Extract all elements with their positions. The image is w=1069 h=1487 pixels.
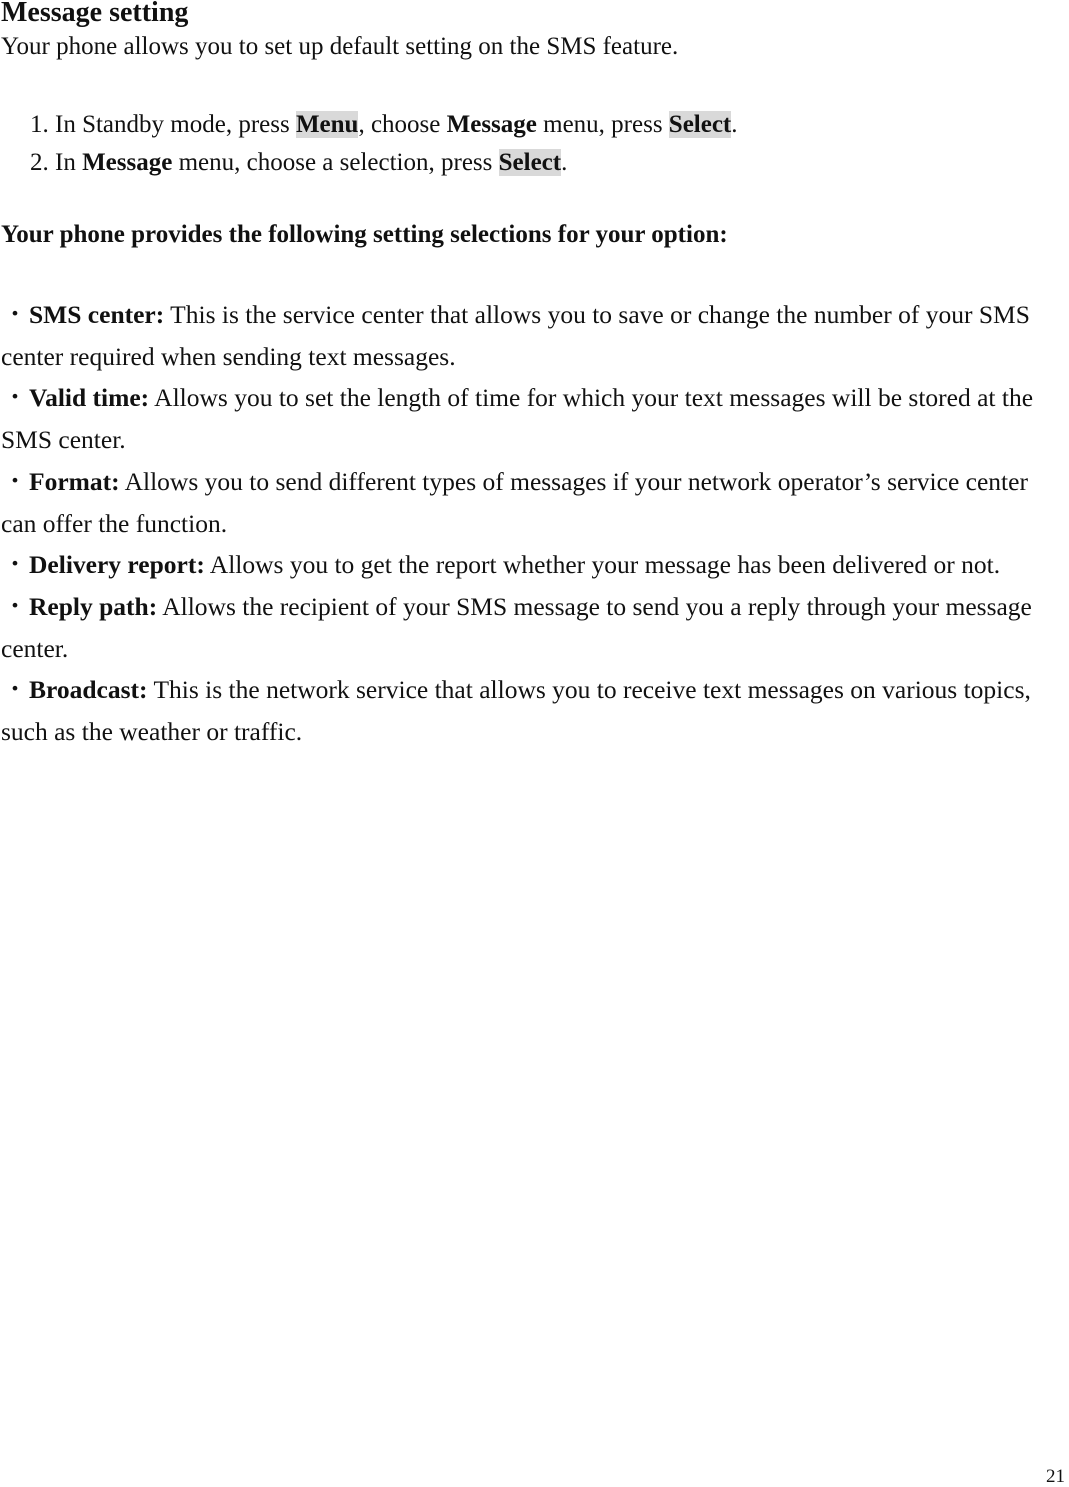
page-number: 21 <box>1046 1466 1065 1487</box>
step-text: . <box>731 111 738 138</box>
select-key-label: Select <box>668 111 732 138</box>
option-item <box>1 544 1069 586</box>
option-item <box>1 461 1069 544</box>
bullet-icon: ・ <box>2 466 28 496</box>
option-description: Allows you to set the length of time for which your text messages will be stored at the SMS center. <box>1 383 1034 455</box>
page-title: Message setting <box>1 0 189 28</box>
option-item <box>1 294 1069 377</box>
option-term: Broadcast: <box>29 675 148 705</box>
message-menu-label: Message <box>82 149 173 176</box>
bullet-icon: ・ <box>2 591 28 621</box>
steps-list <box>30 106 738 182</box>
option-item <box>1 669 1069 752</box>
menu-key-label: Menu <box>295 111 359 138</box>
options-list <box>1 294 1069 753</box>
select-key-label: Select <box>498 149 562 176</box>
intro-text: Your phone allows you to set up default setting on the SMS feature. <box>1 33 679 60</box>
option-description: Allows you to send different types of messages if your network operator’s service center can offer the function. <box>1 466 1028 538</box>
bullet-icon: ・ <box>2 300 28 329</box>
bullet-icon: ・ <box>2 675 28 705</box>
message-menu-label: Message <box>446 111 537 138</box>
step-item <box>30 144 738 182</box>
option-term: Delivery report: <box>29 550 205 580</box>
option-description: Allows the recipient of your SMS message to send you a reply through your message center. <box>1 591 1032 663</box>
step-text: In <box>55 149 83 176</box>
option-item <box>1 586 1069 669</box>
option-term: Reply path: <box>29 591 158 621</box>
option-term: Format: <box>29 466 120 496</box>
step-text: menu, choose a selection, press <box>172 149 499 176</box>
step-text: . <box>561 149 568 176</box>
option-description: This is the network service that allows you to receive text messages on various topics, such as the weather or traffic. <box>1 675 1031 747</box>
bullet-icon: ・ <box>2 383 28 413</box>
option-item <box>1 377 1069 460</box>
step-item <box>30 106 738 144</box>
option-term: Valid time: <box>29 383 150 413</box>
step-text: In Standby mode, press <box>55 111 296 138</box>
option-description: Allows you to get the report whether your message has been delivered or not. <box>209 550 1001 580</box>
options-heading: Your phone provides the following setting selections for your option: <box>1 221 728 248</box>
option-term: SMS center: <box>29 300 165 329</box>
step-number: 1. <box>30 111 49 138</box>
bullet-icon: ・ <box>2 550 28 580</box>
option-description: This is the service center that allows you to save or change the number of your SMS center required when sending text messages. <box>1 300 1030 371</box>
step-text: , choose <box>358 111 447 138</box>
step-number: 2. <box>30 149 49 176</box>
step-text: menu, press <box>536 111 669 138</box>
